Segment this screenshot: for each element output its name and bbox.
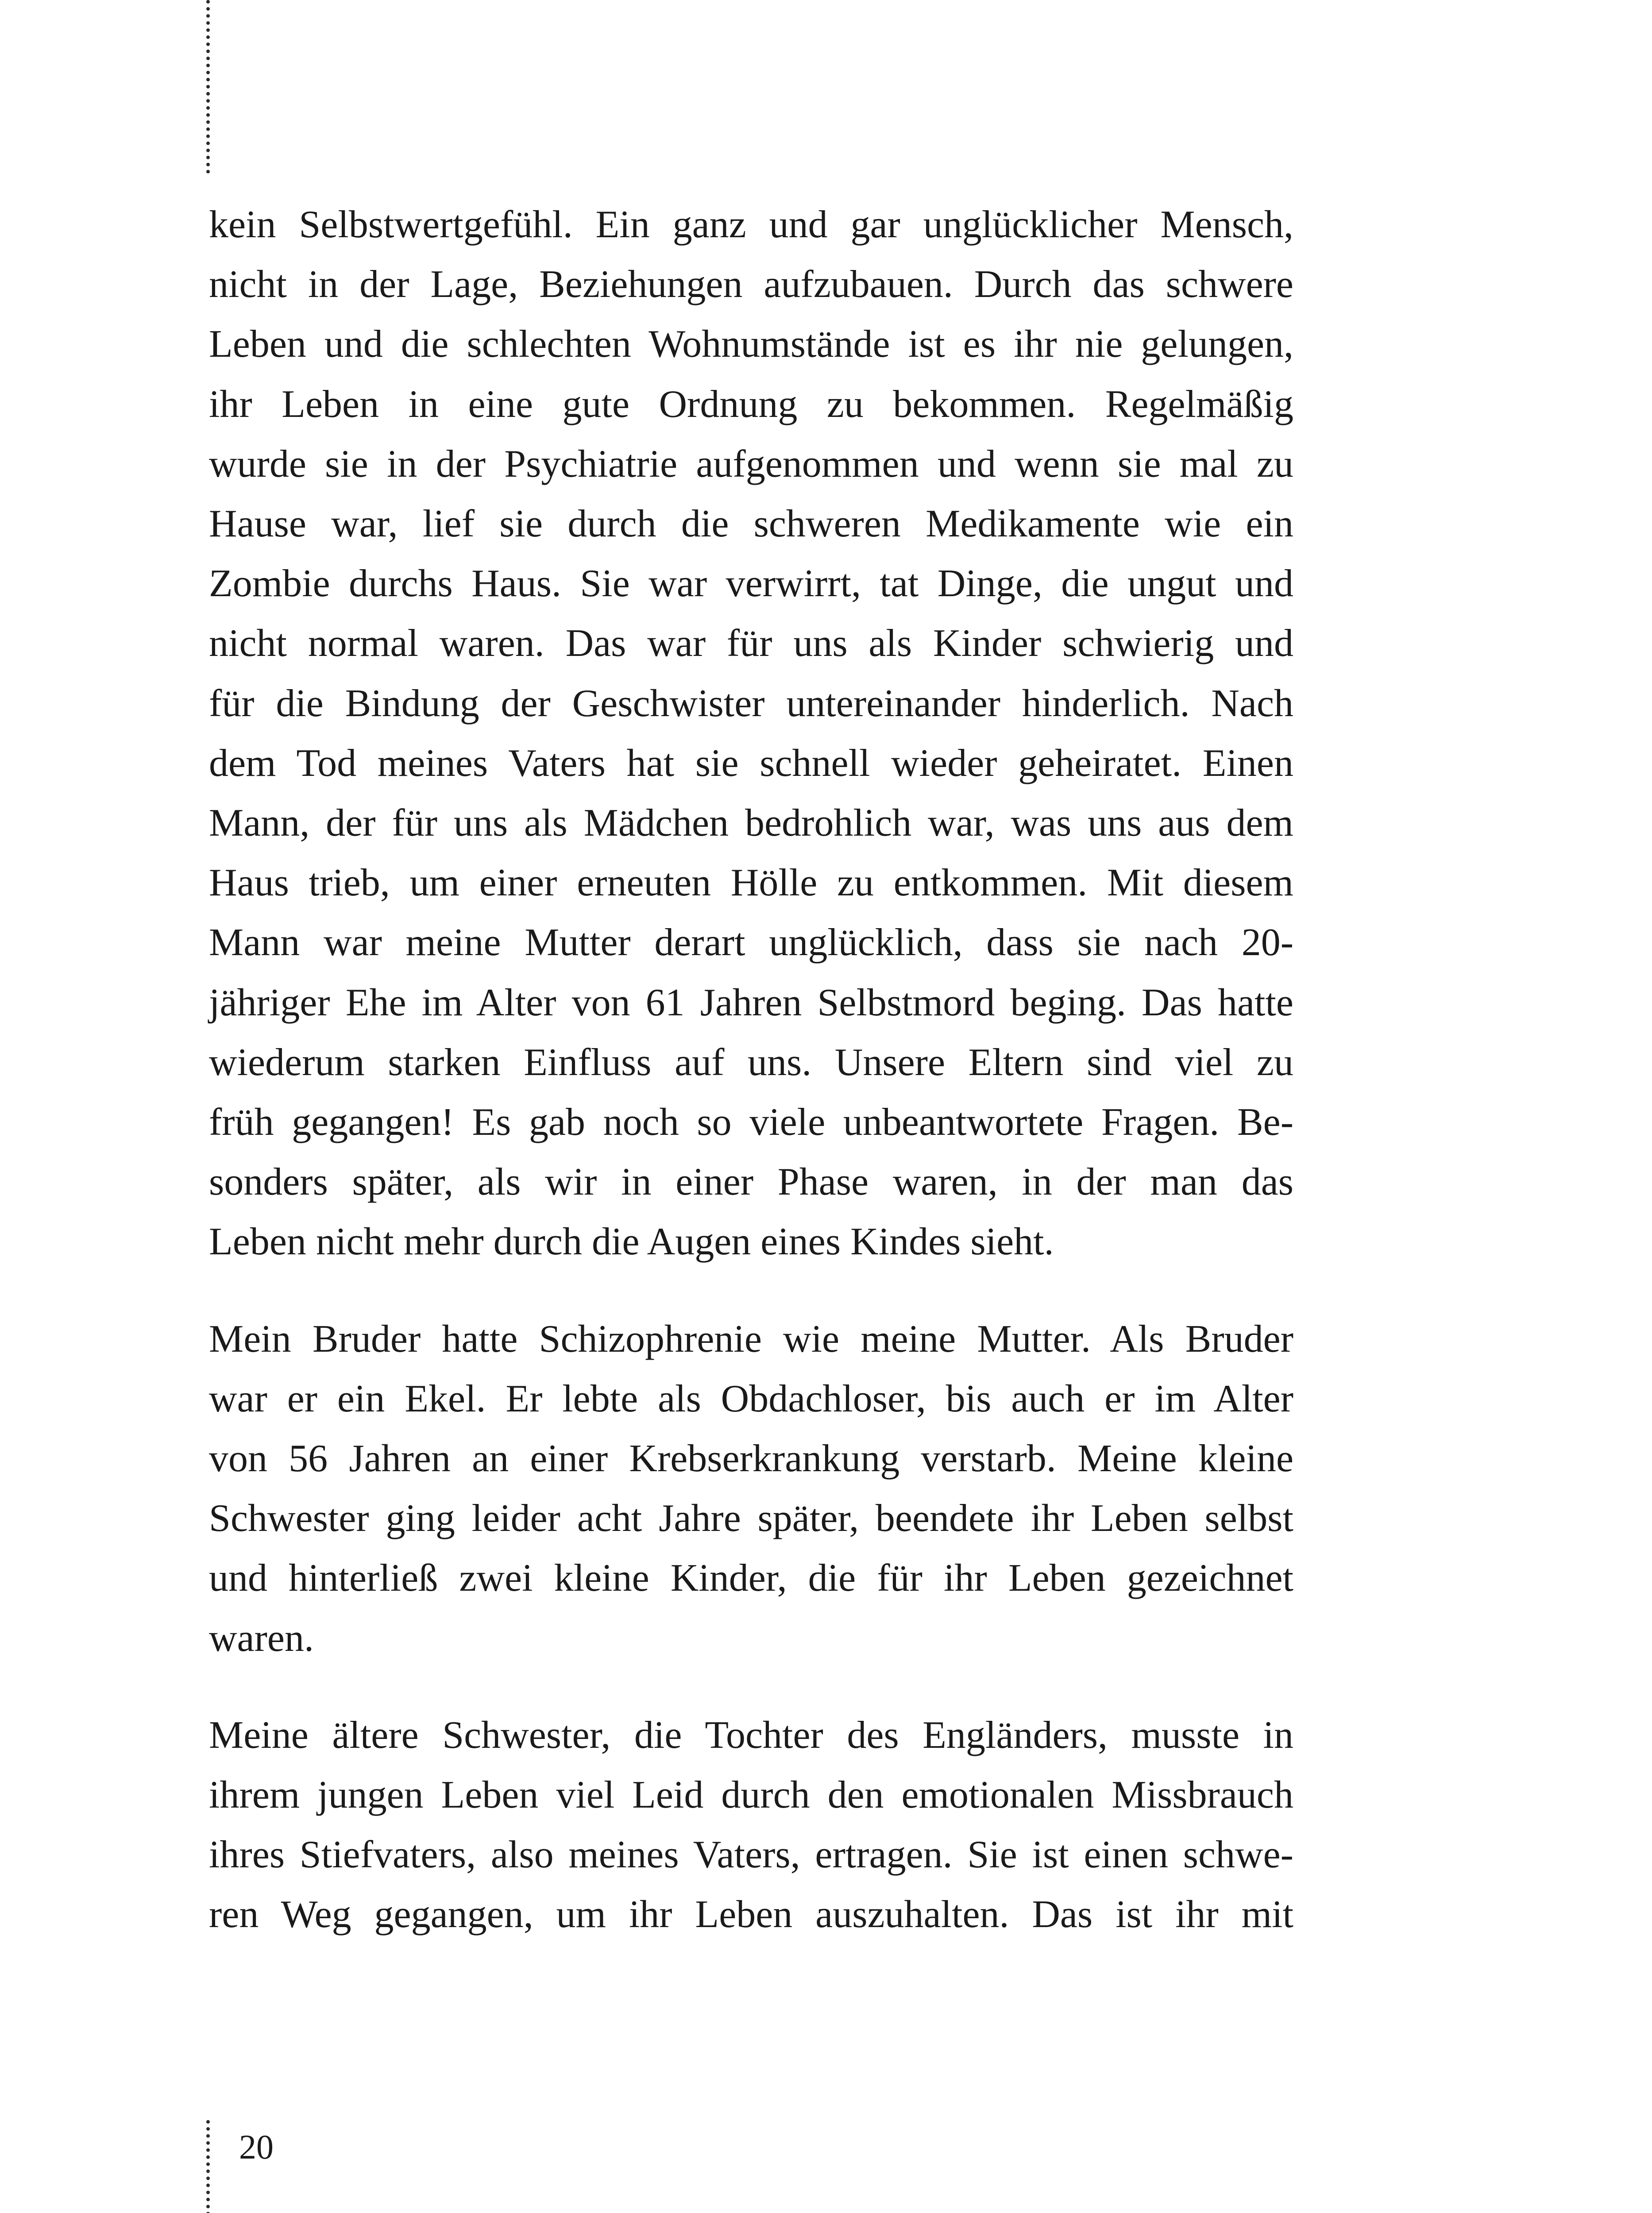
- text-line: früh gegangen! Es gab noch so viele unbeantwortete Fragen. Be-: [209, 1101, 1293, 1144]
- text-line: Mann, der für uns als Mädchen bedrohlich war, was uns aus dem: [209, 802, 1293, 845]
- text-line: sonders später, als wir in einer Phase waren, in der man das: [209, 1160, 1293, 1204]
- paragraph-3: [209, 1705, 1293, 1945]
- text-line: Hause war, lief sie durch die schweren Medikamente wie ein: [209, 502, 1293, 546]
- text-line: nicht normal waren. Das war für uns als Kinder schwierig und: [209, 622, 1293, 665]
- text-line: Leben nicht mehr durch die Augen eines Kindes sieht.: [209, 1220, 1054, 1264]
- body-text: [209, 195, 1293, 1945]
- text-line: wiederum starken Einfluss auf uns. Unsere Eltern sind viel zu: [209, 1041, 1293, 1084]
- margin-dotted-rule-top: [206, 0, 210, 173]
- paragraph-2: [209, 1309, 1293, 1668]
- margin-dotted-rule-bottom: [206, 2120, 210, 2213]
- text-line: war er ein Ekel. Er lebte als Obdachloser, bis auch er im Alter: [209, 1377, 1293, 1420]
- text-line: ihr Leben in eine gute Ordnung zu bekommen. Regelmäßig: [209, 382, 1293, 426]
- text-line: für die Bindung der Geschwister untereinander hinderlich. Nach: [209, 682, 1293, 725]
- text-line: Leben und die schlechten Wohnumstände ist es ihr nie gelungen,: [209, 323, 1293, 366]
- text-line: Mann war meine Mutter derart unglücklich, dass sie nach 20-: [209, 921, 1293, 964]
- text-line: und hinterließ zwei kleine Kinder, die für ihr Leben gezeichnet: [209, 1557, 1293, 1600]
- text-line: von 56 Jahren an einer Krebserkrankung verstarb. Meine kleine: [209, 1437, 1293, 1480]
- text-line: wurde sie in der Psychiatrie aufgenommen und wenn sie mal zu: [209, 442, 1293, 486]
- text-line: kein Selbstwertgefühl. Ein ganz und gar unglücklicher Mensch,: [209, 203, 1293, 246]
- text-line: Meine ältere Schwester, die Tochter des Engländers, musste in: [209, 1713, 1293, 1757]
- text-line: jähriger Ehe im Alter von 61 Jahren Selbstmord beging. Das hatte: [209, 981, 1293, 1024]
- page-number: 20: [239, 2128, 274, 2166]
- paragraph-1: [209, 195, 1293, 1272]
- text-line: ren Weg gegangen, um ihr Leben auszuhalten. Das ist ihr mit: [209, 1893, 1293, 1936]
- paragraph-spacer: [209, 1668, 1293, 1705]
- text-line: Schwester ging leider acht Jahre später, beendete ihr Leben selbst: [209, 1497, 1293, 1540]
- text-line: waren.: [209, 1616, 314, 1660]
- text-line: Haus trieb, um einer erneuten Hölle zu entkommen. Mit diesem: [209, 861, 1293, 905]
- paragraph-spacer: [209, 1272, 1293, 1309]
- text-line: dem Tod meines Vaters hat sie schnell wieder geheiratet. Einen: [209, 741, 1293, 785]
- text-line: ihrem jungen Leben viel Leid durch den emotionalen Missbrauch: [209, 1773, 1293, 1817]
- text-line: Mein Bruder hatte Schizophrenie wie meine Mutter. Als Bruder: [209, 1317, 1293, 1361]
- text-line: Zombie durchs Haus. Sie war verwirrt, tat Dinge, die ungut und: [209, 562, 1293, 605]
- text-line: nicht in der Lage, Beziehungen aufzubauen. Durch das schwere: [209, 263, 1293, 306]
- text-line: ihres Stiefvaters, also meines Vaters, ertragen. Sie ist einen schwe-: [209, 1833, 1293, 1877]
